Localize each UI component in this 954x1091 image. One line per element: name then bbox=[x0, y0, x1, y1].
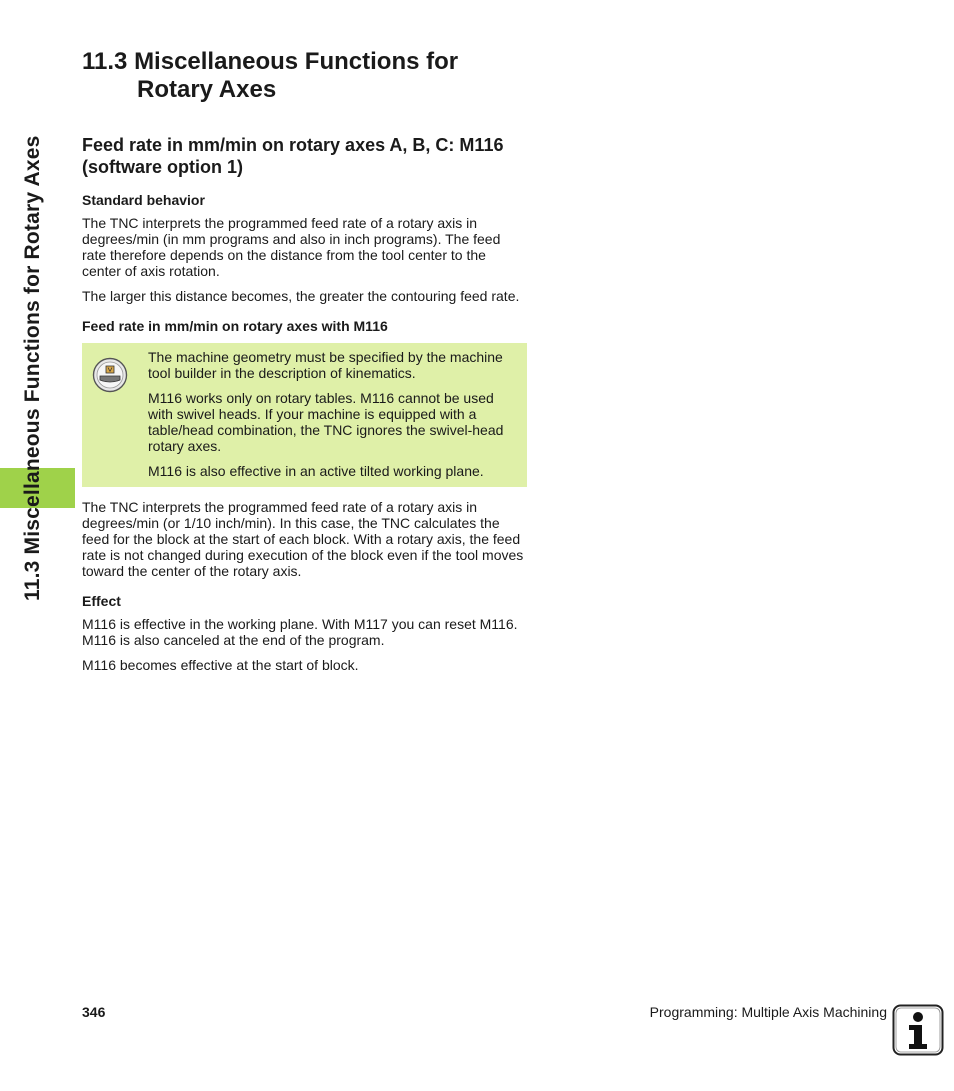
m116-heading: Feed rate in mm/min on rotary axes with M116 bbox=[82, 318, 388, 334]
standard-behavior-paragraph-2: The larger this distance becomes, the greater the contouring feed rate. bbox=[82, 288, 520, 304]
machine-icon bbox=[92, 357, 128, 393]
effect-heading: Effect bbox=[82, 593, 121, 609]
page-content bbox=[82, 48, 527, 682]
effect-paragraph-2: M116 becomes effective at the start of block. bbox=[82, 657, 359, 673]
page-number: 346 bbox=[82, 1004, 106, 1020]
footer-title: Programming: Multiple Axis Machining bbox=[649, 1004, 887, 1020]
info-icon bbox=[892, 1004, 944, 1056]
machine-note-box bbox=[82, 343, 527, 487]
note-paragraph-2: M116 works only on rotary tables. M116 cannot be used with swivel heads. If your machine is equipped with a table/head combination, the TNC ignores the swivel-head rotary axes. bbox=[148, 390, 504, 454]
effect-paragraph-1: M116 is effective in the working plane. With M117 you can reset M116. M116 is also canceled at the end of the program. bbox=[82, 616, 518, 648]
section-number: 11.3 bbox=[82, 48, 128, 75]
standard-behavior-heading: Standard behavior bbox=[82, 192, 205, 208]
subheading: Feed rate in mm/min on rotary axes A, B, C: M116 (software option 1) bbox=[82, 135, 504, 177]
m116-paragraph: The TNC interprets the programmed feed rate of a rotary axis in degrees/min (or 1/10 inch/min). In this case, the TNC calculates the feed for the block at the start of each block. With a rotary axis, the feed rate is not changed during execution of the block even if the tool moves toward the center of the rotary axis. bbox=[82, 499, 524, 579]
page-title bbox=[82, 48, 527, 104]
side-tab-label: 11.3 Miscellaneous Functions for Rotary Axes bbox=[21, 135, 44, 601]
note-paragraph-1: The machine geometry must be specified by the machine tool builder in the description of kinematics. bbox=[148, 349, 503, 381]
standard-behavior-paragraph-1: The TNC interprets the programmed feed rate of a rotary axis in degrees/min (in mm programs and also in inch programs). The feed rate therefore depends on the distance from the tool center to the center of axis rotation. bbox=[82, 215, 501, 279]
side-tab bbox=[0, 0, 75, 1091]
note-paragraph-3: M116 is also effective in an active tilted working plane. bbox=[148, 463, 484, 479]
section-title: Miscellaneous Functions for Rotary Axes bbox=[134, 48, 459, 103]
